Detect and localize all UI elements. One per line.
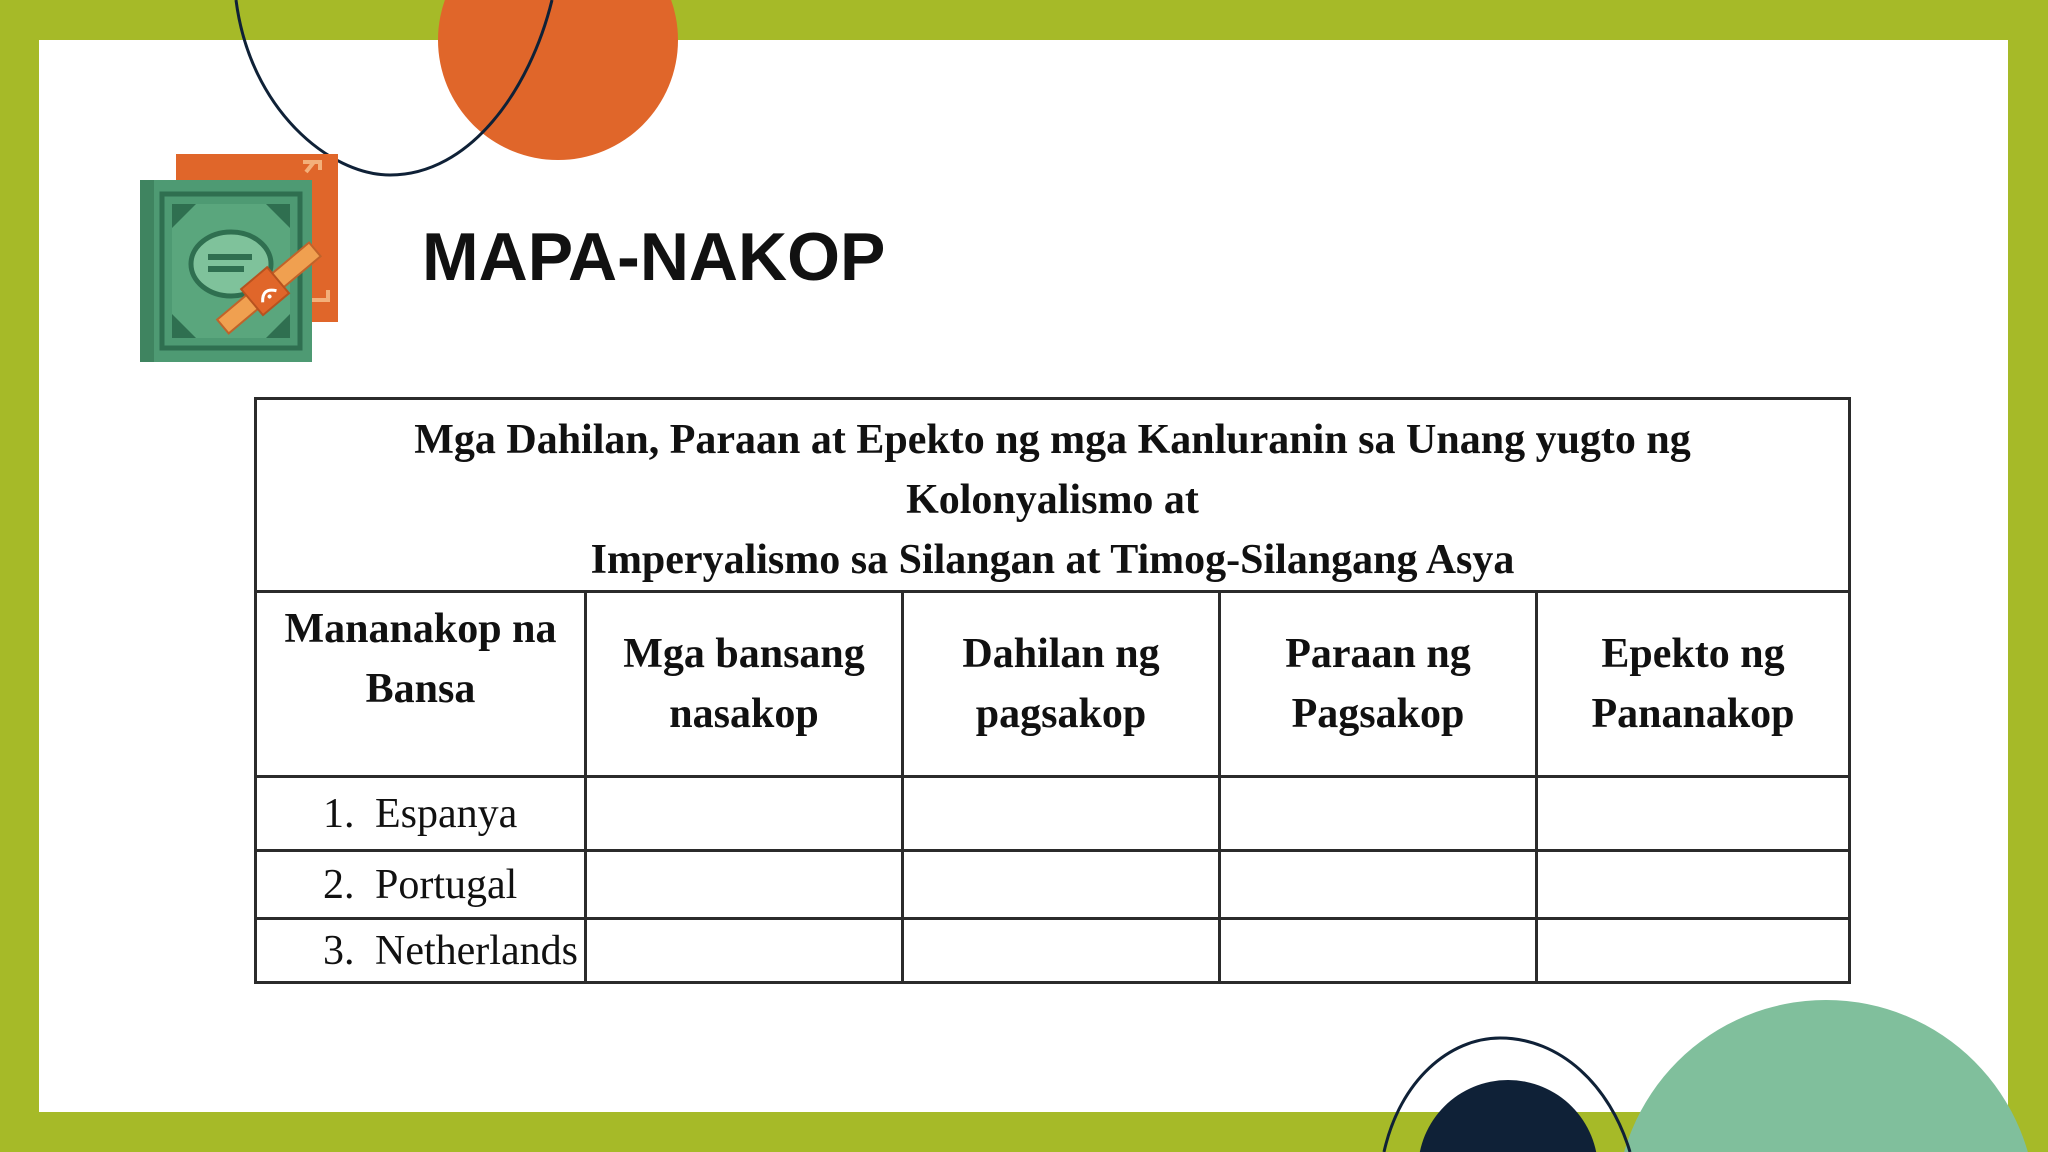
row-number: 3. — [323, 927, 355, 974]
header-line: Paraan ng — [1285, 631, 1471, 677]
header-bansang-nasakop — [586, 592, 903, 777]
header-mananakop — [256, 592, 586, 777]
empty-cell[interactable] — [903, 919, 1220, 983]
table-caption — [256, 399, 1850, 592]
row-country: Netherlands — [375, 927, 578, 974]
header-paraan — [1220, 592, 1537, 777]
empty-cell[interactable] — [586, 919, 903, 983]
row-country-cell — [256, 919, 586, 983]
row-country: Espanya — [375, 790, 518, 837]
worksheet-table — [254, 397, 1851, 984]
header-line: Mga bansang — [623, 631, 865, 677]
header-line: Pagsakop — [1291, 691, 1465, 737]
header-line: nasakop — [669, 691, 819, 737]
header-line: pagsakop — [975, 691, 1147, 737]
table-row — [256, 851, 1850, 919]
header-line: Epekto ng — [1601, 631, 1785, 677]
empty-cell[interactable] — [903, 851, 1220, 919]
header-dahilan — [903, 592, 1220, 777]
header-line: Pananakop — [1591, 691, 1795, 737]
slide-title: MAPA-NAKOP — [422, 219, 886, 295]
empty-cell[interactable] — [1537, 851, 1850, 919]
row-number: 2. — [323, 861, 355, 908]
caption-line-2: Imperyalismo sa Silangan at Timog-Silangang Asya — [590, 537, 1515, 583]
empty-cell[interactable] — [1537, 777, 1850, 851]
orange-circle-decoration — [438, 0, 678, 160]
empty-cell[interactable] — [1220, 851, 1537, 919]
row-country: Portugal — [375, 861, 518, 908]
header-line: Dahilan ng — [962, 631, 1160, 677]
row-country-cell — [256, 777, 586, 851]
table-caption-row — [256, 399, 1850, 592]
row-number: 1. — [323, 790, 355, 837]
header-line: Bansa — [365, 666, 476, 712]
empty-cell[interactable] — [903, 777, 1220, 851]
table-header-row — [256, 592, 1850, 777]
navy-circle-decoration — [1418, 1080, 1598, 1152]
teal-circle-decoration — [1616, 1000, 2036, 1152]
empty-cell[interactable] — [586, 777, 903, 851]
table-row — [256, 777, 1850, 851]
empty-cell[interactable] — [1220, 777, 1537, 851]
book-with-tag-icon — [138, 150, 348, 365]
empty-cell[interactable] — [586, 851, 903, 919]
header-line: Mananakop na — [284, 606, 557, 652]
table-row — [256, 919, 1850, 983]
header-epekto — [1537, 592, 1850, 777]
empty-cell[interactable] — [1220, 919, 1537, 983]
caption-line-1: Mga Dahilan, Paraan at Epekto ng mga Kanluranin sa Unang yugto ng Kolonyalismo at — [414, 417, 1691, 523]
row-country-cell — [256, 851, 586, 919]
empty-cell[interactable] — [1537, 919, 1850, 983]
